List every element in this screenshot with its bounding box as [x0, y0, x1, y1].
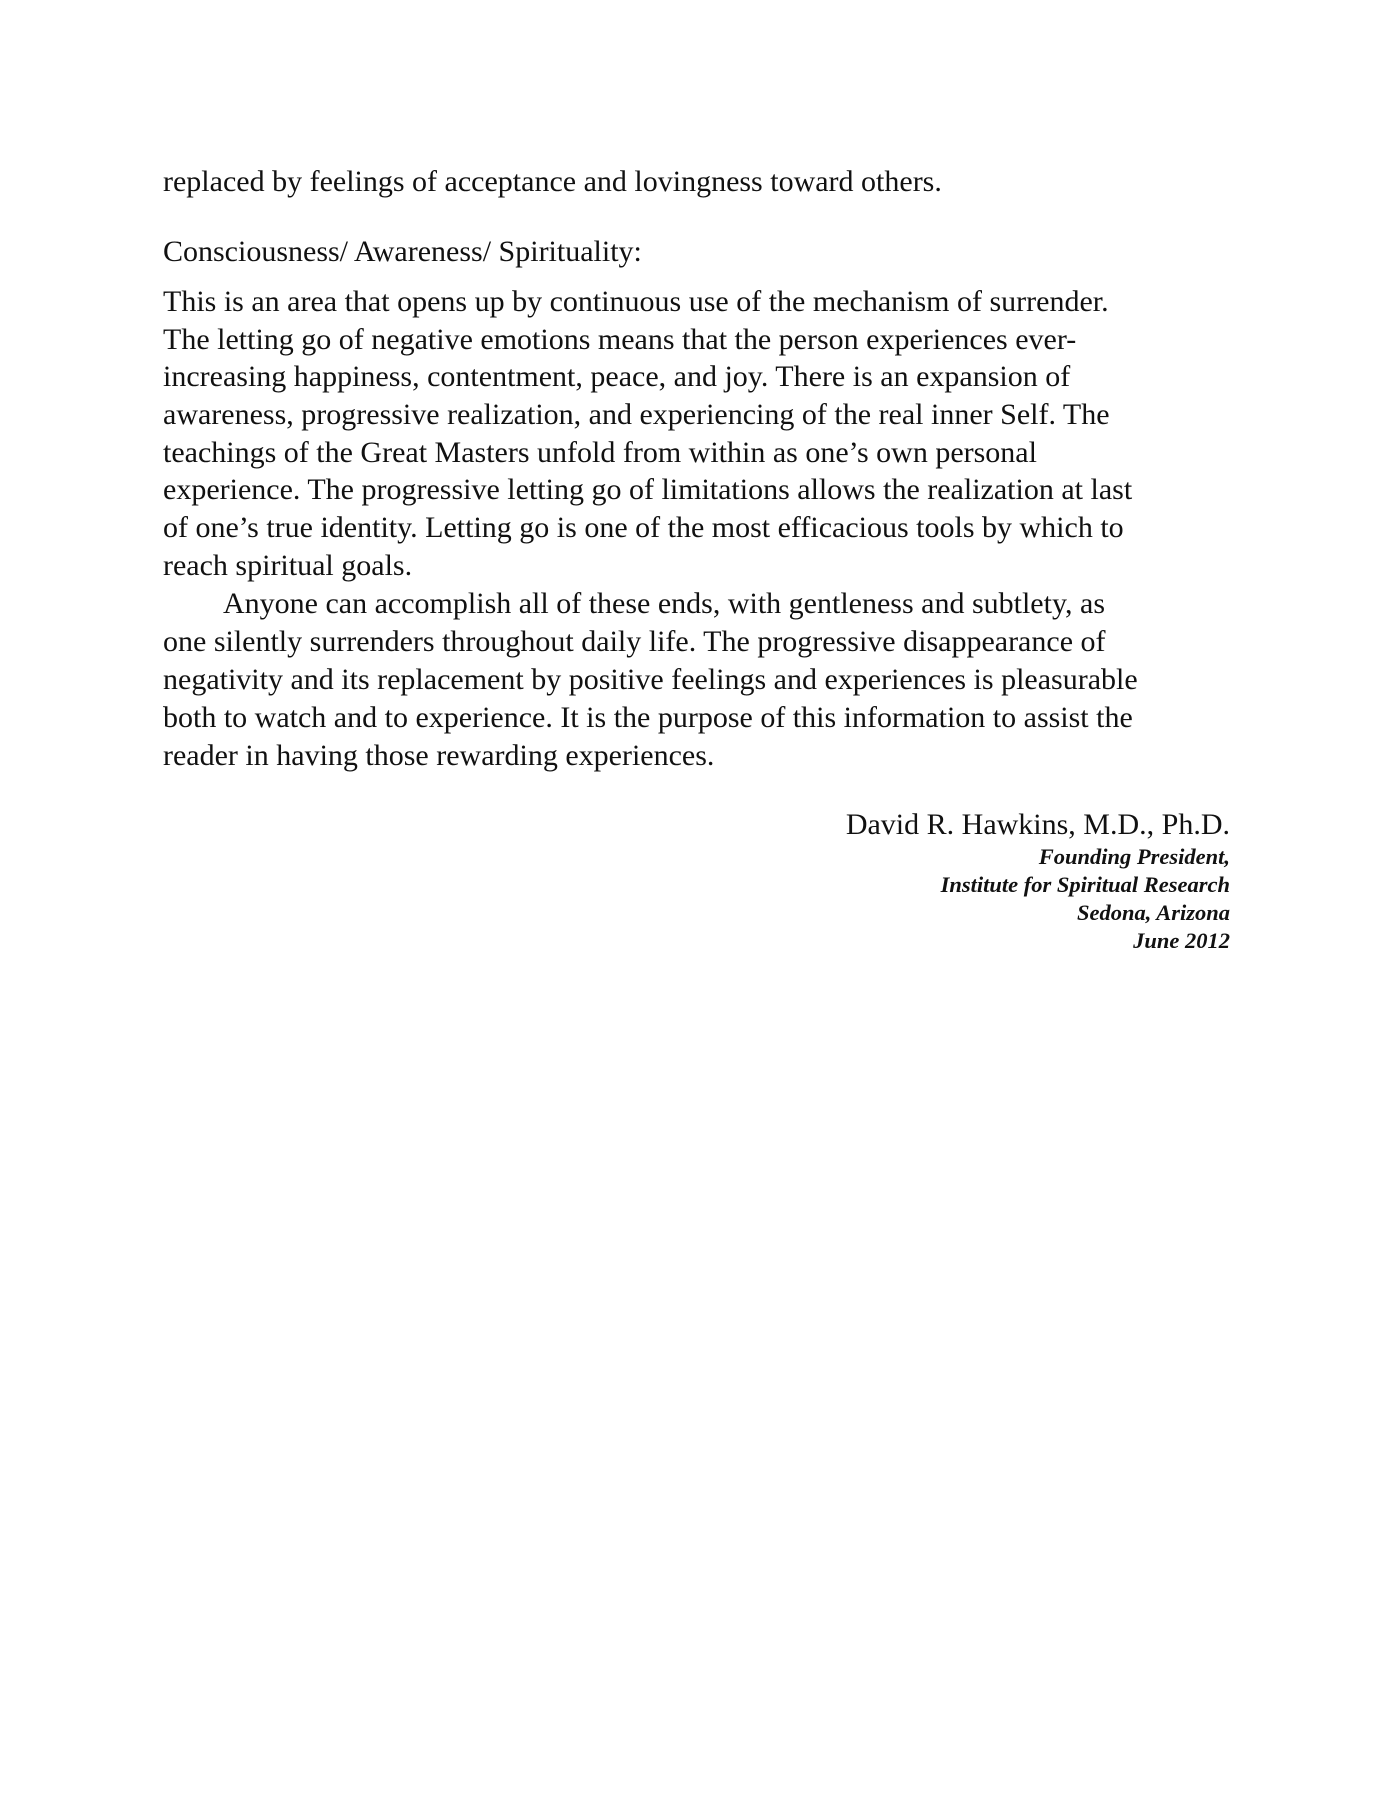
text-line: The letting go of negative emotions means that the person experiences ever- [163, 323, 1077, 356]
author-name: David R. Hawkins, M.D., Ph.D. [845, 808, 1230, 841]
text-line: reader in having those rewarding experiences. [163, 739, 715, 772]
author-location: Sedona, Arizona [1077, 900, 1230, 925]
text-line: reach spiritual goals. [163, 549, 413, 582]
author-organization: Institute for Spiritual Research [940, 872, 1230, 897]
section-heading: Consciousness/ Awareness/ Spirituality: [163, 235, 642, 268]
text-line: one silently surrenders throughout daily life. The progressive disappearance of [163, 625, 1106, 658]
text-line: negativity and its replacement by positive feelings and experiences is pleasurable [163, 663, 1138, 696]
text-line: of one’s true identity. Letting go is one of the most efficacious tools by which to [163, 511, 1124, 544]
text-line: Anyone can accomplish all of these ends, with gentleness and subtlety, as [223, 587, 1105, 620]
text-line: both to watch and to experience. It is the purpose of this information to assist the [163, 701, 1133, 734]
text-line: experience. The progressive letting go of limitations allows the realization at last [163, 473, 1133, 506]
signature-date: June 2012 [1133, 928, 1230, 953]
author-title: Founding President, [1038, 844, 1230, 869]
text-line: This is an area that opens up by continuous use of the mechanism of surrender. [163, 285, 1109, 318]
intro-line: replaced by feelings of acceptance and lovingness toward others. [163, 165, 942, 198]
text-line: increasing happiness, contentment, peace, and joy. There is an expansion of [163, 360, 1071, 393]
text-line: awareness, progressive realization, and experiencing of the real inner Self. The [163, 398, 1110, 431]
text-line: teachings of the Great Masters unfold from within as one’s own personal [163, 436, 1037, 469]
